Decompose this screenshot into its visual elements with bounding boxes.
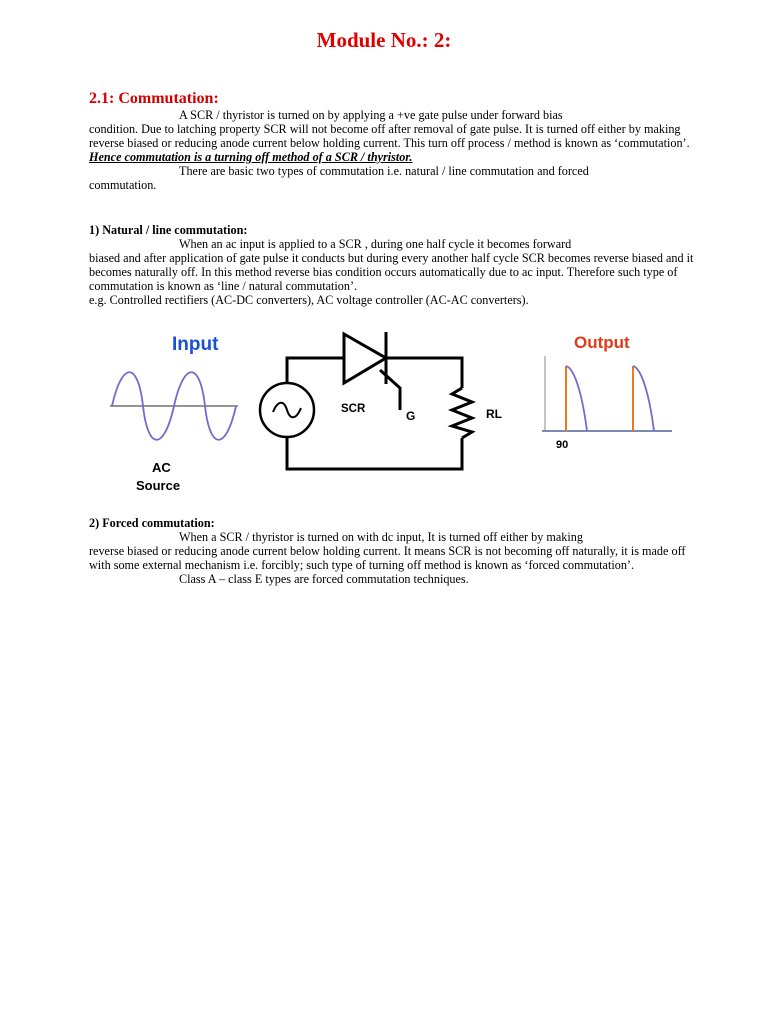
forced-body: reverse biased or reducing anode current below holding current. It means SCR is not becoming off naturally, it is made off with some external mechanism i.e. forcibly; such type of turning off method is known as ‘forced commutation’. [89,544,686,572]
intro-paragraph [89,108,699,192]
commutation-circuit-figure [100,326,680,506]
types-rest: commutation. [89,178,157,192]
module-title: Module No.: 2: [316,28,452,52]
types-lead: There are basic two types of commutation i.e. natural / line commutation and forced [179,164,589,178]
natural-heading: 1) Natural / line commutation: [89,223,248,237]
natural-lead: When an ac input is applied to a SCR , during one half cycle it becomes forward [179,237,572,251]
intro-emphasis: Hence commutation is a turning off method of a SCR / thyristor. [89,150,413,164]
natural-example: e.g. Controlled rectifiers (AC-DC converters), AC voltage controller (AC-AC converters). [89,293,529,307]
intro-lead: A SCR / thyristor is turned on by applying a +ve gate pulse under forward bias [179,108,563,122]
source-label: Source [136,478,181,493]
forced-commutation-section [89,516,699,586]
scr-label: SCR [341,403,366,415]
output-label: Output [574,333,630,352]
load-resistor [452,388,472,438]
output-pulse-2 [633,366,654,431]
forced-heading: 2) Forced commutation: [89,516,215,530]
natural-commutation-section [89,223,699,307]
load-label: RL [486,407,502,421]
forced-lead: When a SCR / thyristor is turned on with dc input, It is turned off either by making [179,530,583,544]
angle-label: 90 [556,439,569,451]
intro-rest: condition. Due to latching property SCR will not become off after removal of gate pulse. It is turned off either by making reverse biased or reducing anode current below holding current. This turn off process / method is known as ‘commutation’. [89,122,690,150]
output-pulse-1 [566,366,587,431]
forced-note: Class A – class E types are forced commutation techniques. [179,572,469,586]
natural-body: biased and after application of gate pulse it conducts but during every another half cycle SCR becomes reverse biased and it becomes naturally off. In this method reverse bias condition occurs automatically due to ac input. Therefore such type of commutation is known as ‘line / natural commutation’. [89,251,694,293]
scr-triangle [344,334,386,383]
ac-label: AC [152,460,171,475]
gate-label: G [406,409,416,423]
input-label: Input [172,334,219,355]
gate-lead [380,370,400,410]
section-title: 2.1: Commutation: [89,90,219,107]
